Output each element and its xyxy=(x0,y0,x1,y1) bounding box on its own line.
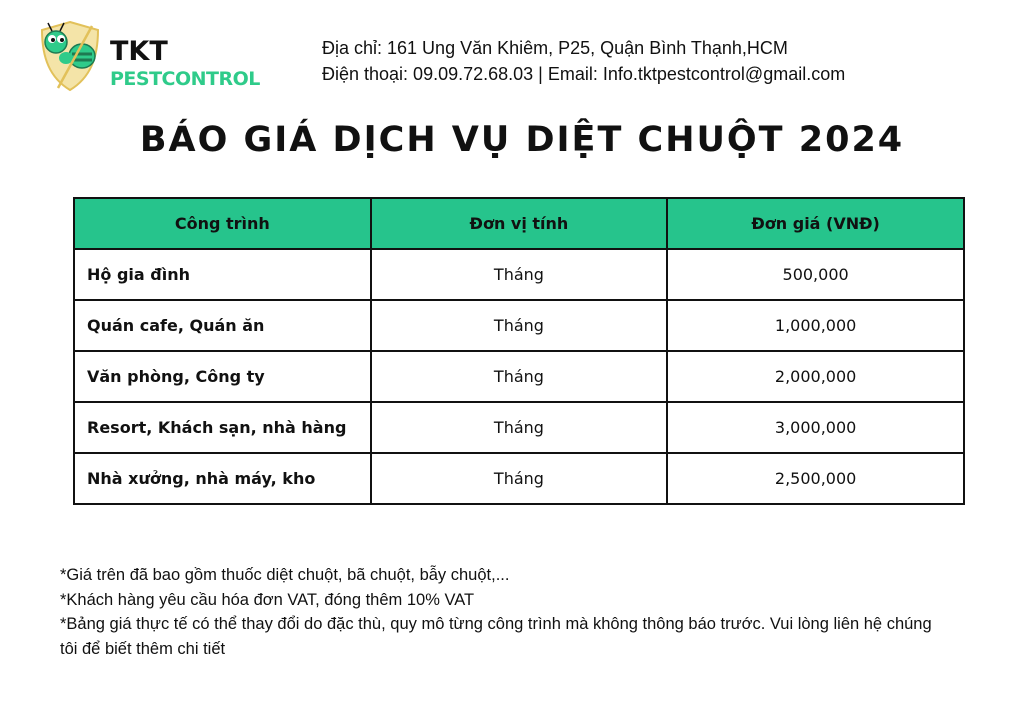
column-header-price: Đơn giá (VNĐ) xyxy=(667,198,964,249)
price-table xyxy=(73,197,965,505)
address-text: Địa chỉ: 161 Ung Văn Khiêm, P25, Quận Bình Thạnh,HCM xyxy=(322,38,788,58)
table-header-row xyxy=(74,198,964,249)
column-header-unit: Đơn vị tính xyxy=(371,198,668,249)
note-item: *Khách hàng yêu cầu hóa đơn VAT, đóng thêm 10% VAT xyxy=(60,590,475,609)
table-row xyxy=(74,453,964,504)
unit-cell: Tháng xyxy=(371,300,668,351)
unit-cell: Tháng xyxy=(371,453,668,504)
price-cell: 1,000,000 xyxy=(667,300,964,351)
price-cell: 500,000 xyxy=(667,249,964,300)
company-logo xyxy=(36,18,260,98)
table-row xyxy=(74,300,964,351)
table-row xyxy=(74,351,964,402)
table-row xyxy=(74,249,964,300)
note-item: *Bảng giá thực tế có thể thay đổi do đặc thù, quy mô từng công trình mà không thông báo trước. Vui lòng liên hệ chúng tôi để biết thêm chi tiết xyxy=(60,615,932,658)
project-cell: Quán cafe, Quán ăn xyxy=(74,300,371,351)
column-header-project: Công trình xyxy=(74,198,371,249)
phone-email-text: Điện thoại: 09.09.72.68.03 | Email: Info.tktpestcontrol@gmail.com xyxy=(322,64,846,84)
page-title: BÁO GIÁ DỊCH VỤ DIỆT CHUỘT 2024 xyxy=(139,120,905,160)
ant-mascot-icon xyxy=(36,18,104,94)
unit-cell: Tháng xyxy=(371,402,668,453)
project-cell: Resort, Khách sạn, nhà hàng xyxy=(74,402,371,453)
price-cell: 3,000,000 xyxy=(667,402,964,453)
notes xyxy=(60,563,940,661)
project-cell: Nhà xưởng, nhà máy, kho xyxy=(74,453,371,504)
project-cell: Hộ gia đình xyxy=(74,249,371,300)
brand-subtitle: PESTCONTROL xyxy=(110,68,260,90)
note-item: *Giá trên đã bao gồm thuốc diệt chuột, bã chuột, bẫy chuột,... xyxy=(60,566,510,584)
project-cell: Văn phòng, Công ty xyxy=(74,351,371,402)
contact-info xyxy=(322,35,845,87)
price-cell: 2,000,000 xyxy=(667,351,964,402)
table-row xyxy=(74,402,964,453)
price-cell: 2,500,000 xyxy=(667,453,964,504)
unit-cell: Tháng xyxy=(371,351,668,402)
unit-cell: Tháng xyxy=(371,249,668,300)
brand-name: TKT xyxy=(110,36,168,67)
